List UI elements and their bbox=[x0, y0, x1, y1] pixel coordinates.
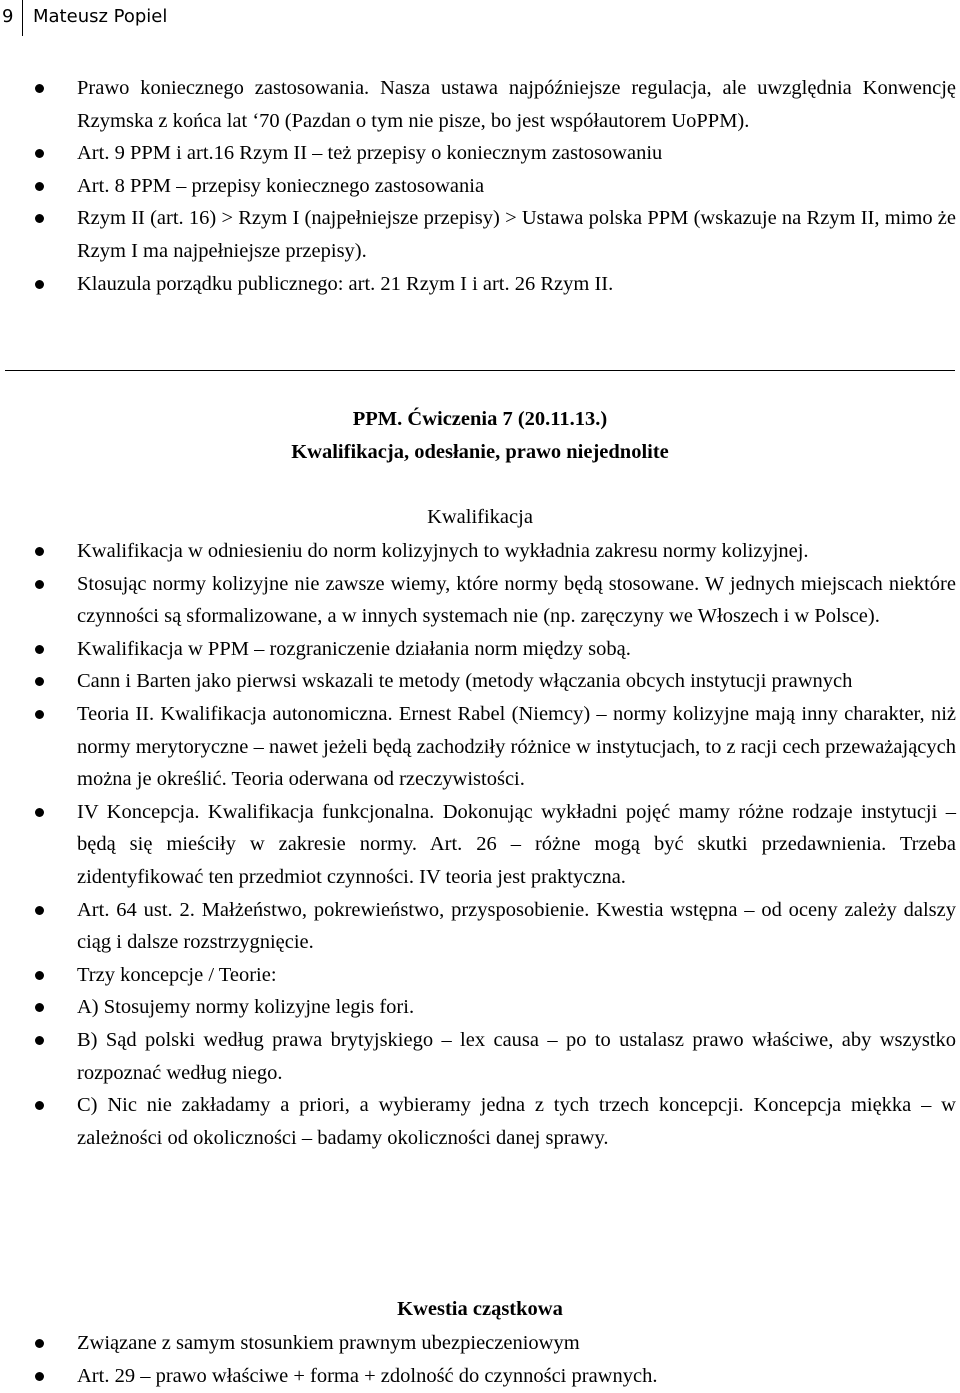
bullet-icon bbox=[35, 971, 44, 980]
bullet-list-3 bbox=[0, 1327, 960, 1392]
list-item: Art. 9 PPM i art.16 Rzym II – też przepisy o koniecznym zastosowaniu bbox=[0, 137, 960, 170]
list-item: Kwalifikacja w odniesieniu do norm kolizyjnych to wykładnia zakresu normy kolizyjnej. bbox=[0, 535, 960, 568]
list-item: C) Nic nie zakładamy a priori, a wybieramy jedna z tych trzech koncepcji. Koncepcja miękka – w zależności od okoliczności – badamy okoliczności danej sprawy. bbox=[0, 1089, 960, 1154]
header-author: Mateusz Popiel bbox=[33, 6, 168, 27]
bullet-icon bbox=[35, 214, 44, 223]
list-item: Związane z samym stosunkiem prawnym ubezpieczeniowym bbox=[0, 1327, 960, 1360]
bullet-icon bbox=[35, 906, 44, 915]
page-number: 9 bbox=[2, 6, 14, 27]
list-item: A) Stosujemy normy kolizyjne legis fori. bbox=[0, 991, 960, 1024]
bullet-icon bbox=[35, 149, 44, 158]
section-title: PPM. Ćwiczenia 7 (20.11.13.) bbox=[352, 408, 608, 430]
horizontal-rule bbox=[5, 370, 955, 371]
list-item: Kwalifikacja w PPM – rozgraniczenie działania norm między sobą. bbox=[0, 633, 960, 666]
bullet-icon bbox=[35, 1372, 44, 1381]
list-item: Trzy koncepcje / Teorie: bbox=[0, 959, 960, 992]
section2-title: Kwestia cząstkowa bbox=[397, 1298, 563, 1320]
list-item: Art. 29 – prawo właściwe + forma + zdolność do czynności prawnych. bbox=[0, 1360, 960, 1393]
bullet-icon bbox=[35, 677, 44, 686]
list-item: Prawo koniecznego zastosowania. Nasza ustawa najpóźniejsze regulacja, ale uwzględnia Konwencję Rzymska z końca lat ‘70 (Pazdan o tym nie pisze, bo jest współautorem UoPPM). bbox=[0, 72, 960, 137]
list-item: Art. 8 PPM – przepisy koniecznego zastosowania bbox=[0, 170, 960, 203]
list-item: Stosując normy kolizyjne nie zawsze wiemy, które normy będą stosowane. W jednych miejscach niektóre czynności są sformalizowane, a w innych systemach nie (np. zaręczyny we Włoszech i w Polsce). bbox=[0, 568, 960, 633]
bullet-list-2 bbox=[0, 535, 960, 1154]
bullet-icon bbox=[35, 1101, 44, 1110]
list-item: IV Koncepcja. Kwalifikacja funkcjonalna. Dokonując wykładni pojęć mamy różne rodzaje instytucji – będą się mieściły w zakresie normy. Art. 26 – różne mogą być skutki przedawnienia. Trzeba zidentyfikować ten przedmiot czynności. IV teoria jest praktyczna. bbox=[0, 796, 960, 894]
bullet-icon bbox=[35, 808, 44, 817]
list-item: Rzym II (art. 16) > Rzym I (najpełniejsze przepisy) > Ustawa polska PPM (wskazuje na Rzym II, mimo że Rzym I ma najpełniejsze przepisy). bbox=[0, 202, 960, 267]
header-divider bbox=[22, 0, 23, 36]
bullet-icon bbox=[35, 1003, 44, 1012]
bullet-list-1 bbox=[0, 72, 960, 300]
list-item: Klauzula porządku publicznego: art. 21 Rzym I i art. 26 Rzym II. bbox=[0, 268, 960, 301]
list-item: Teoria II. Kwalifikacja autonomiczna. Ernest Rabel (Niemcy) – normy kolizyjne mają inny charakter, niż normy merytoryczne – nawet jeżeli będą zachodziły różnice w instytucjach, to z racji cech przeważających można je określić. Teoria oderwana od rzeczywistości. bbox=[0, 698, 960, 796]
section-subheading: Kwalifikacja bbox=[427, 506, 533, 528]
list-item: B) Sąd polski według prawa brytyjskiego – lex causa – po to ustalasz prawo właściwe, aby wszystko rozpoznać według niego. bbox=[0, 1024, 960, 1089]
bullet-icon bbox=[35, 1339, 44, 1348]
page-header bbox=[0, 0, 960, 36]
bullet-icon bbox=[35, 1036, 44, 1045]
list-item: Cann i Barten jako pierwsi wskazali te metody (metody włączania obcych instytucji prawnych bbox=[0, 665, 960, 698]
bullet-icon bbox=[35, 182, 44, 191]
bullet-icon bbox=[35, 547, 44, 556]
bullet-icon bbox=[35, 580, 44, 589]
bullet-icon bbox=[35, 280, 44, 289]
section-subtitle: Kwalifikacja, odesłanie, prawo niejednolite bbox=[291, 441, 669, 463]
bullet-icon bbox=[35, 645, 44, 654]
list-item: Art. 64 ust. 2. Małżeństwo, pokrewieństwo, przysposobienie. Kwestia wstępna – od oceny zależy dalszy ciąg i dalsze rozstrzygnięcie. bbox=[0, 894, 960, 959]
bullet-icon bbox=[35, 710, 44, 719]
bullet-icon bbox=[35, 84, 44, 93]
